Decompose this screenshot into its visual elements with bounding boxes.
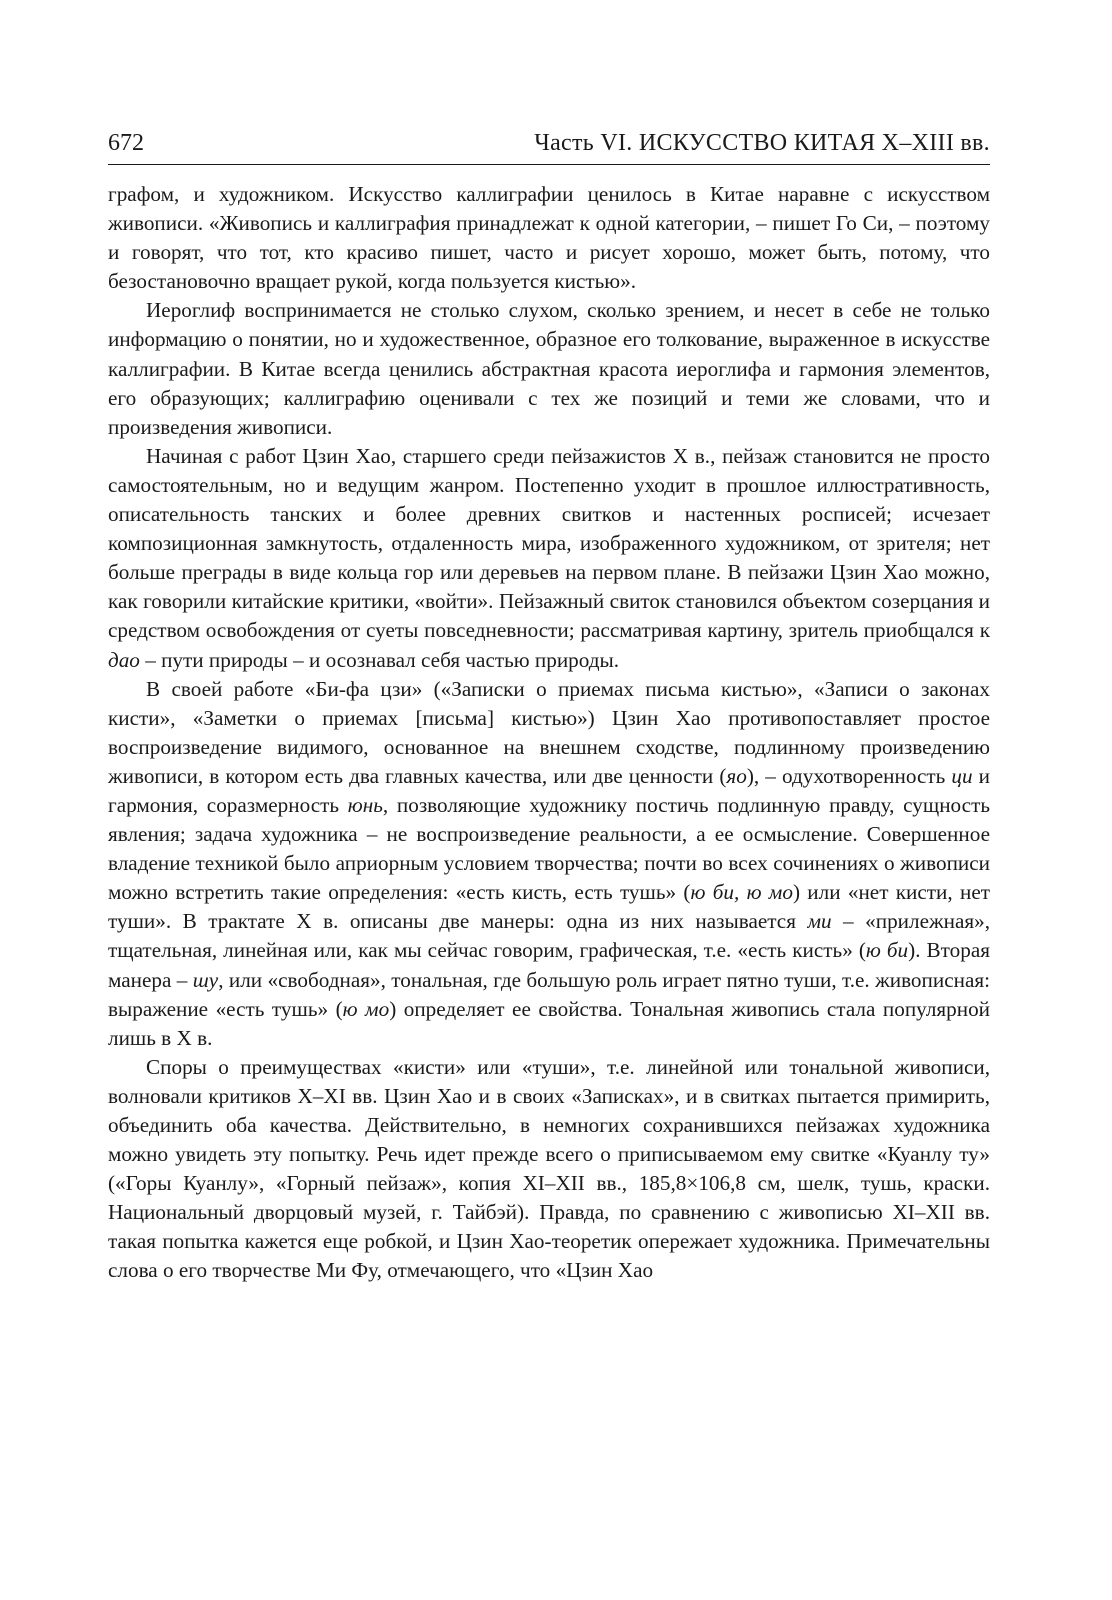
italic-term: яо bbox=[726, 763, 747, 788]
italic-term: ю би bbox=[865, 938, 909, 963]
page-number: 672 bbox=[108, 130, 144, 156]
paragraph-2 bbox=[108, 296, 990, 441]
paragraph-1 bbox=[108, 180, 990, 296]
text-run: ). Вторая манера – bbox=[108, 938, 990, 992]
text-run: , позволяющие художнику постичь подлинную правду, сущность явления; задача художника – не воспроизведение реальности, а ее осмысление. Совершенное владение техникой было априорным условием творчества; почти во всех сочинениях о живописи можно встретить такие определения: «есть кисть, есть тушь» ( bbox=[108, 792, 990, 905]
text-run: – пути природы – и осознавал себя частью природы. bbox=[139, 647, 620, 672]
text-run: ) или «нет кисти, нет туши». В трактате X в. описаны две манеры: одна из них называется bbox=[108, 880, 990, 934]
paragraph-3 bbox=[108, 442, 990, 675]
text-run: графом, и художником. Искусство каллиграфии ценилось в Китае наравне с искусством живописи. «Живопись и каллиграфия принадлежат к одной категории, – пишет Го Си, – поэтому и говорят, что тот, кто красиво пишет, часто и рисует хорошо, может быть, потому, что безостановочно вращает рукой, когда пользуется кистью». bbox=[108, 182, 990, 294]
text-run: ) определяет ее свойства. Тональная живопись стала популярной лишь в X в. bbox=[108, 996, 990, 1050]
text-run: – «прилежная», тщательная, линейная или, как мы сейчас говорим, графическая, т.е. «есть кисть» ( bbox=[108, 909, 990, 963]
italic-term: ци bbox=[951, 763, 973, 788]
text-run: Иероглиф воспринимается не столько слухом, сколько зрением, и несет в себе не только информацию о понятии, но и художественное, образное его толкование, выраженное в искусстве каллиграфии. В Китае всегда ценились абстрактная красота иероглифа и гармония элементов, его образующих; каллиграфию оценивали с тех же позиций и теми же словами, что и произведения живописи. bbox=[108, 298, 990, 439]
italic-term: ю мо bbox=[342, 996, 390, 1021]
paragraph-4 bbox=[108, 675, 990, 1053]
text-run: В своей работе «Би-фа цзи» («Записки о приемах письма кистью», «Записи о законах кисти», «Заметки о приемах [письма] кистью») Цзин Хао противопоставляет простое воспроизведение видимого, основанное на внешнем сходстве, подлинному произведению живописи, в котором есть два главных качества, или две ценности ( bbox=[108, 676, 990, 788]
paragraph-5 bbox=[108, 1053, 990, 1286]
body-text bbox=[108, 180, 990, 1286]
italic-term: юнь bbox=[347, 792, 383, 817]
text-run: и гармония, соразмерность bbox=[108, 763, 990, 817]
italic-term: шу bbox=[192, 967, 219, 992]
text-run: , или «свободная», тональная, где большую роль играет пятно туши, т.е. живописная: выражение «есть тушь» ( bbox=[108, 967, 990, 1021]
italic-term: дао bbox=[108, 647, 140, 672]
italic-term: ми bbox=[807, 909, 832, 934]
text-run: ), – одухотворенность bbox=[746, 763, 952, 788]
page-header bbox=[108, 128, 990, 165]
text-run: Споры о преимуществах «кисти» или «туши», т.е. линейной или тональной живописи, волновали критиков X–XI вв. Цзин Хао и в своих «Записках», и в свитках пытается примирить, объединить оба качества. Действительно, в немногих сохранившихся пейзажах художника можно увидеть эту попытку. Речь идет прежде всего о приписываемом ему свитке «Куанлу ту» («Горы Куанлу», «Горный пейзаж», копия XI–XII вв., 185,8×106,8 см, шелк, тушь, краски. Национальный дворцовый музей, г. Тайбэй). Правда, по сравнению с живописью XI–XII вв. такая попытка кажется еще робкой, и Цзин Хао-теоретик опережает художника. Примечательны слова о его творчестве Ми Фу, отмечающего, что «Цзин Хао bbox=[108, 1054, 990, 1283]
running-title: Часть VI. ИСКУССТВО КИТАЯ X–XIII вв. bbox=[534, 130, 990, 156]
italic-term: ю би, ю мо bbox=[690, 880, 793, 905]
text-run: Начиная с работ Цзин Хао, старшего среди пейзажистов X в., пейзаж становится не просто самостоятельным, но и ведущим жанром. Постепенно уходит в прошлое иллюстративность, описательность танских и более древних свитков и настенных росписей; исчезает композиционная замкнутость, отдаленность мира, изображенного художником, от зрителя; нет больше преграды в виде кольца гор или деревьев на первом плане. В пейзажи Цзин Хао можно, как говорили китайские критики, «войти». Пейзажный свиток становился объектом созерцания и средством освобождения от суеты повседневности; рассматривая картину, зритель приобщался к bbox=[108, 443, 990, 643]
